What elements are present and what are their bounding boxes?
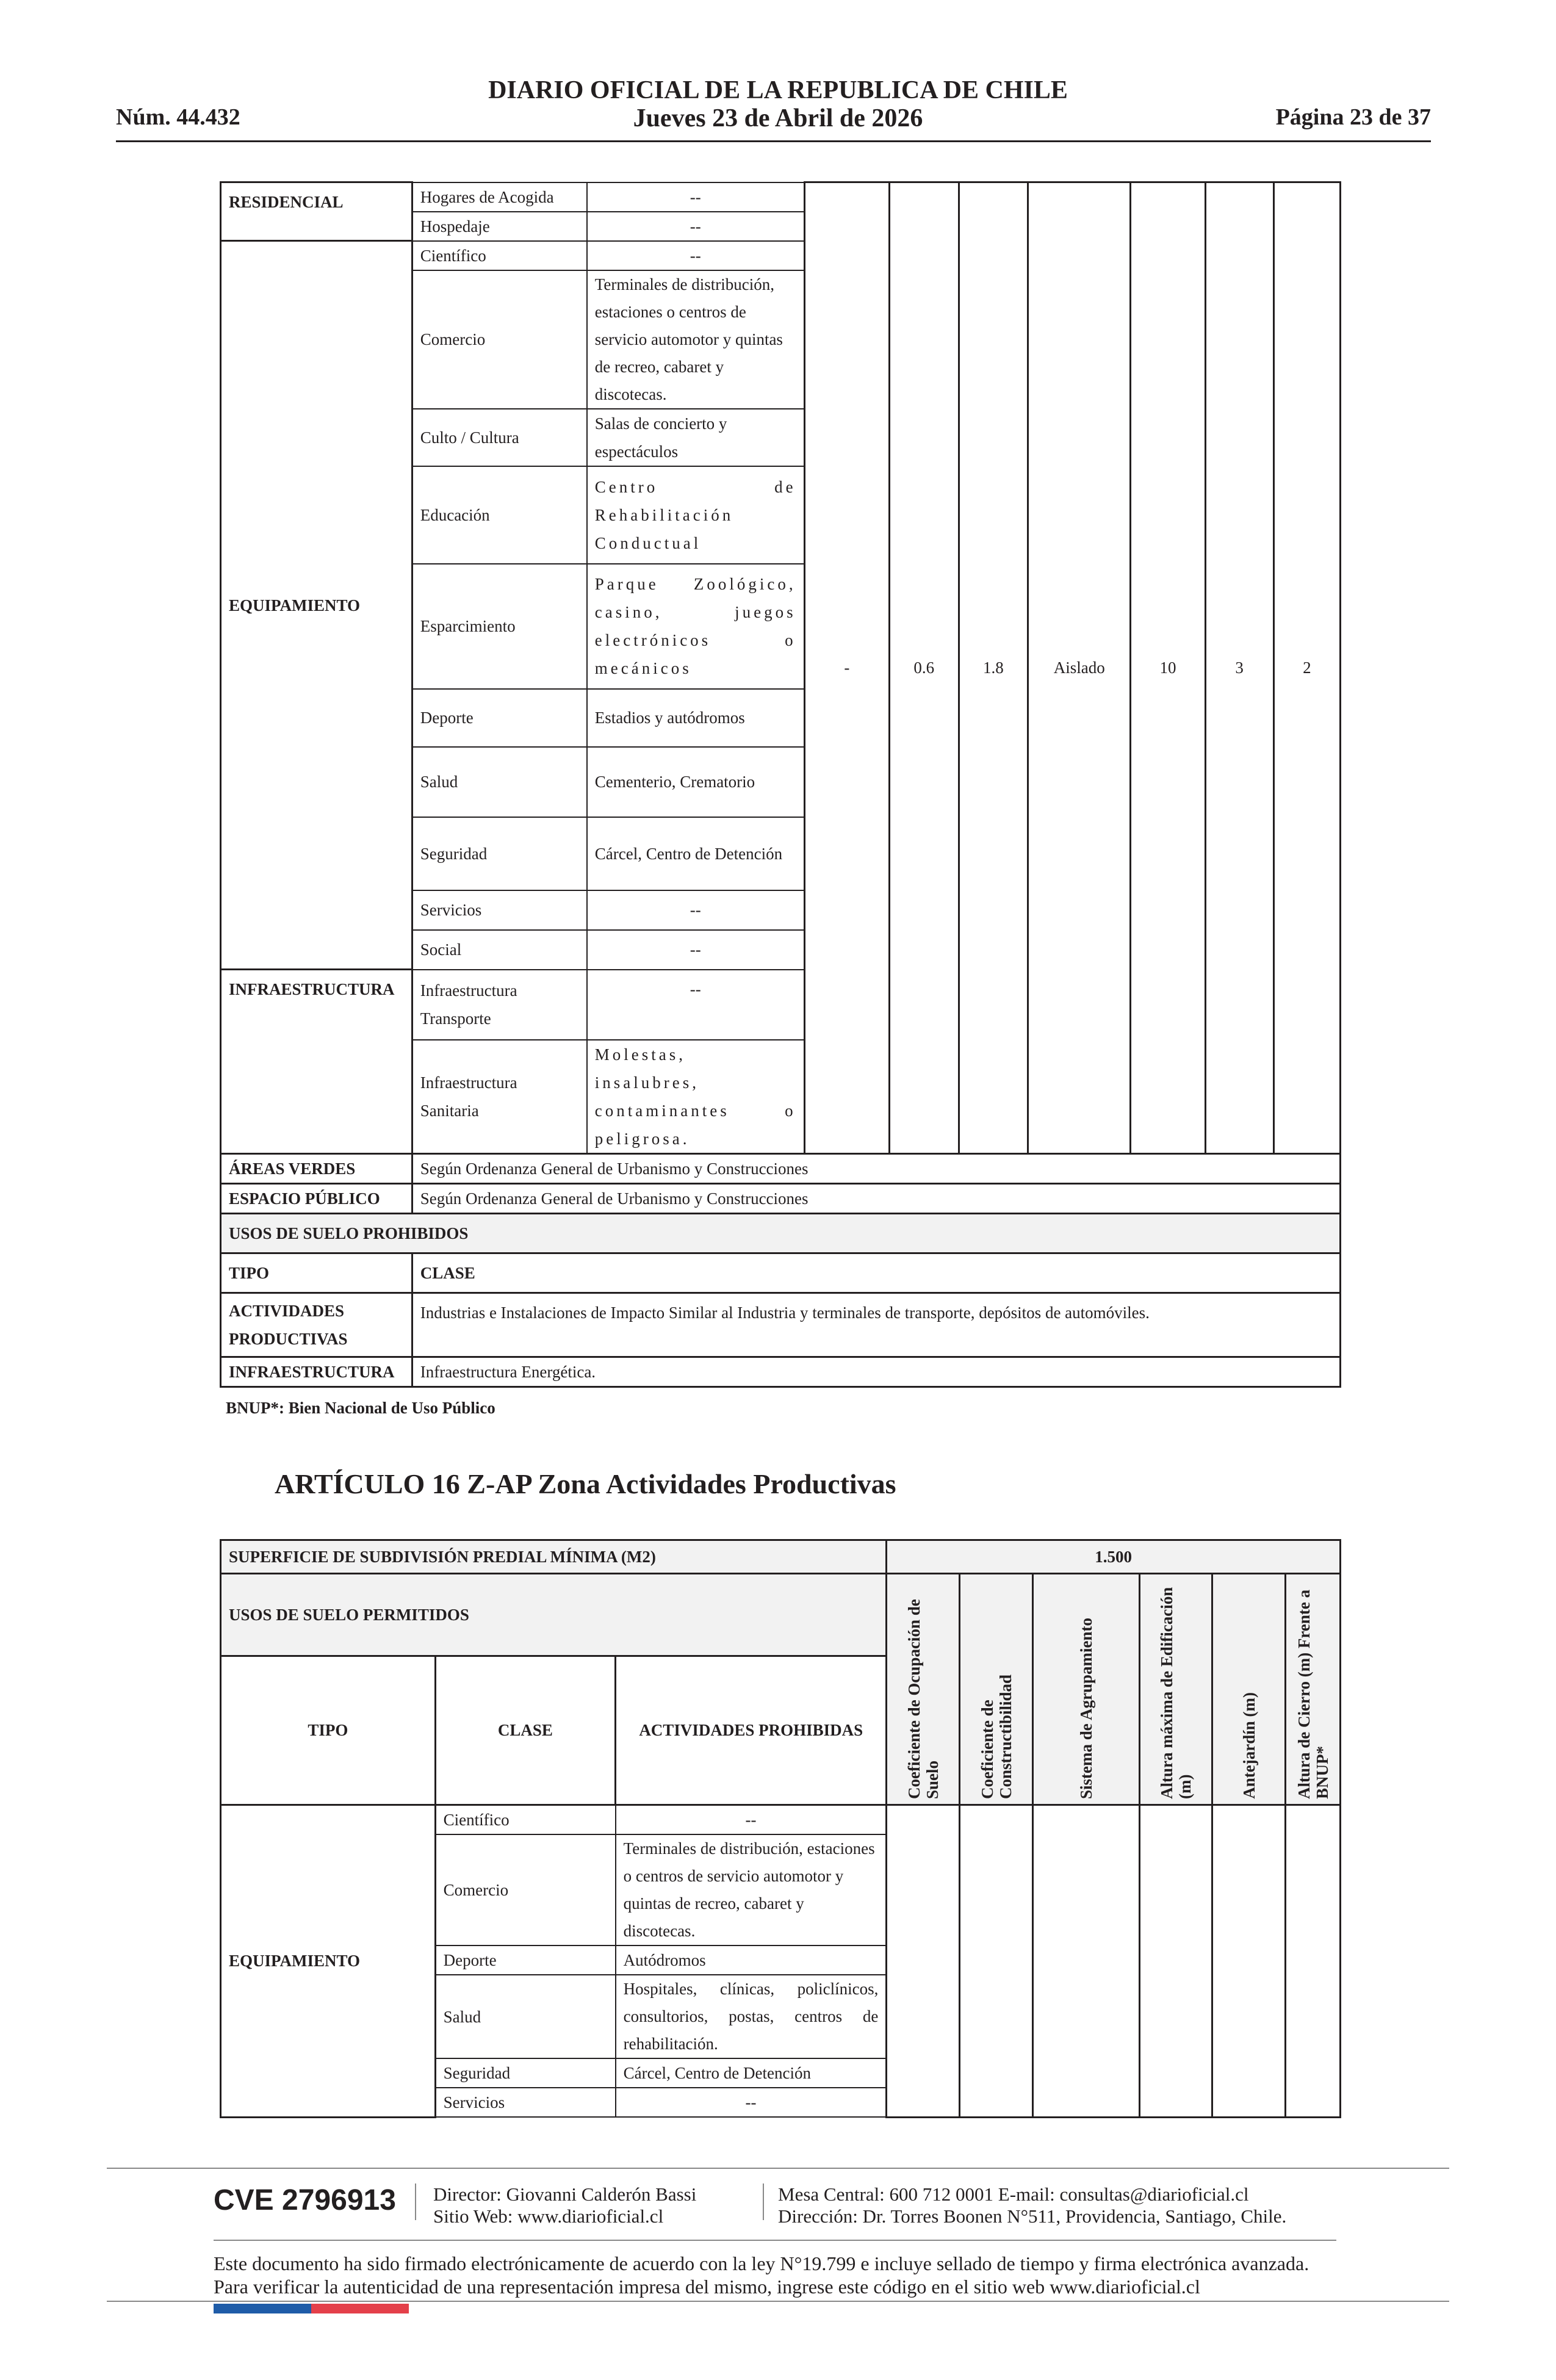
footer-separator xyxy=(763,2183,764,2220)
signature-note: Este documento ha sido firmado electrónicamente de acuerdo con la ley N°19.799 e incluye sellado de tiempo y firma electrónica avanzada. Para verificar la autenticidad de una representación impresa del mismo, ingrese este código en el sitio web www.diarioficial.cl xyxy=(214,2252,1309,2298)
header-divider xyxy=(116,140,1431,142)
masthead xyxy=(427,76,1129,132)
footer-divider xyxy=(214,2240,1336,2241)
actividad-cell: -- xyxy=(587,212,804,241)
footer-divider xyxy=(107,2168,1449,2169)
clase-cell: Salud xyxy=(412,747,587,817)
actividad-cell: Molestas, insalubres, contaminantes o peligrosa. xyxy=(587,1040,804,1154)
footer-director-block xyxy=(433,2183,696,2227)
actividad-cell: Estadios y autódromos xyxy=(587,689,804,747)
actividades-productivas-text: Industrias e Instalaciones de Impacto Similar al Industria y terminales de transporte, depósitos de automóviles. xyxy=(412,1293,1340,1357)
phone-email: Mesa Central: 600 712 0001 E-mail: consultas@diarioficial.cl xyxy=(778,2183,1249,2205)
actividad-cell: Centro de Rehabilitación Conductual xyxy=(587,466,804,564)
zoning-table-previous xyxy=(220,181,1341,1388)
clase-cell: Hogares de Acogida xyxy=(412,182,587,212)
tipo-equipamiento: EQUIPAMIENTO xyxy=(221,241,412,970)
areas-verdes-label: ÁREAS VERDES xyxy=(221,1153,412,1183)
vheader-text: Antejardín (m) xyxy=(1239,1692,1258,1799)
clase-cell: Educación xyxy=(412,466,587,564)
value-cell: 10 xyxy=(1131,182,1205,1154)
value-cell: 2 xyxy=(1273,182,1340,1154)
vheader-cell xyxy=(960,1574,1033,1805)
actividad-cell: Cárcel, Centro de Detención xyxy=(616,2058,887,2088)
actividad-cell: -- xyxy=(587,182,804,212)
issue-number: Núm. 44.432 xyxy=(116,104,240,130)
vheader-text: Altura de Cierro (m) Frente a BNUP* xyxy=(1294,1589,1331,1799)
usos-permitidos-label: USOS DE SUELO PERMITIDOS xyxy=(221,1574,887,1656)
value-cell xyxy=(887,1805,960,2118)
clase-header: CLASE xyxy=(412,1253,1340,1293)
bnup-note: BNUP*: Bien Nacional de Uso Público xyxy=(226,1399,495,1417)
actividades-productivas-label: ACTIVIDADES PRODUCTIVAS xyxy=(221,1293,412,1357)
vheader-cell xyxy=(1032,1574,1139,1805)
clase-cell: Esparcimiento xyxy=(412,564,587,689)
vheader-text: Altura máxima de Edificación (m) xyxy=(1157,1587,1194,1799)
vheader-text: Coeficiente de Constructibilidad xyxy=(978,1674,1015,1799)
publication-title: DIARIO OFICIAL DE LA REPUBLICA DE CHILE xyxy=(488,76,1068,104)
clase-cell: Deporte xyxy=(412,689,587,747)
clase-cell: Científico xyxy=(435,1805,615,1835)
footer-separator xyxy=(415,2183,416,2220)
actividad-cell: Parque Zoológico, casino, juegos electrónicos o mecánicos xyxy=(587,564,804,689)
actividad-cell: -- xyxy=(587,241,804,270)
col-tipo: TIPO xyxy=(221,1656,436,1805)
clase-cell: Culto / Cultura xyxy=(412,409,587,466)
actividad-cell: -- xyxy=(587,890,804,930)
vheader-cell xyxy=(887,1574,960,1805)
actividad-cell: Terminales de distribución, estaciones o centros de servicio automotor y quintas de recreo, cabaret y discotecas. xyxy=(616,1834,887,1945)
value-cell: - xyxy=(804,182,889,1154)
vheader-text: Sistema de Agrupamiento xyxy=(1076,1618,1095,1799)
value-cell: 1.8 xyxy=(959,182,1028,1154)
value-cell: 3 xyxy=(1205,182,1273,1154)
vheader-cell xyxy=(1139,1574,1212,1805)
value-cell: Aislado xyxy=(1028,182,1131,1154)
areas-verdes-text: Según Ordenanza General de Urbanismo y Construcciones xyxy=(412,1153,1340,1183)
clase-cell: Infraestructura Sanitaria xyxy=(412,1040,587,1154)
director-name: Director: Giovanni Calderón Bassi xyxy=(433,2183,697,2205)
actividad-cell: Cementerio, Crematorio xyxy=(587,747,804,817)
value-cell xyxy=(1139,1805,1212,2118)
actividad-cell: Salas de concierto y espectáculos xyxy=(587,409,804,466)
superficie-value: 1.500 xyxy=(887,1540,1341,1574)
website[interactable]: Sitio Web: www.diarioficial.cl xyxy=(433,2205,664,2227)
actividad-cell: -- xyxy=(616,1805,887,1835)
clase-cell: Científico xyxy=(412,241,587,270)
col-actividades: ACTIVIDADES PROHIBIDAS xyxy=(616,1656,887,1805)
actividad-cell: Terminales de distribución, estaciones o centros de servicio automotor y quintas de recreo, cabaret y discotecas. xyxy=(587,270,804,409)
actividad-cell: Cárcel, Centro de Detención xyxy=(587,817,804,890)
superficie-label: SUPERFICIE DE SUBDIVISIÓN PREDIAL MÍNIMA (M2) xyxy=(221,1540,887,1574)
clase-cell: Infraestructura Transporte xyxy=(412,970,587,1040)
publication-date: Jueves 23 de Abril de 2026 xyxy=(633,104,923,132)
actividad-cell: Autódromos xyxy=(616,1945,887,1975)
actividad-cell: -- xyxy=(616,2088,887,2117)
address: Dirección: Dr. Torres Boonen N°511, Providencia, Santiago, Chile. xyxy=(778,2205,1287,2227)
espacio-publico-label: ESPACIO PÚBLICO xyxy=(221,1183,412,1213)
value-cell: 0.6 xyxy=(890,182,959,1154)
col-clase: CLASE xyxy=(435,1656,615,1805)
value-cell xyxy=(1032,1805,1139,2118)
infraestructura-text: Infraestructura Energética. xyxy=(412,1357,1340,1387)
flag-bar-blue xyxy=(214,2304,311,2313)
clase-cell: Comercio xyxy=(435,1834,615,1945)
flag-bar-red xyxy=(311,2304,409,2313)
zoning-table-z-ap xyxy=(220,1539,1341,2118)
clase-cell: Deporte xyxy=(435,1945,615,1975)
value-cell xyxy=(960,1805,1033,2118)
infraestructura-label: INFRAESTRUCTURA xyxy=(221,1357,412,1387)
actividad-cell: Hospitales, clínicas, policlínicos, consultorios, postas, centros de rehabilitación. xyxy=(616,1975,887,2058)
article-title: ARTÍCULO 16 Z-AP Zona Actividades Productivas xyxy=(275,1468,896,1499)
tipo-infraestructura: INFRAESTRUCTURA xyxy=(221,970,412,1154)
clase-cell: Hospedaje xyxy=(412,212,587,241)
footer-divider xyxy=(107,2301,1449,2302)
vheader-cell xyxy=(1286,1574,1341,1805)
clase-cell: Servicios xyxy=(435,2088,615,2117)
espacio-publico-text: Según Ordenanza General de Urbanismo y Construcciones xyxy=(412,1183,1340,1213)
clase-cell: Seguridad xyxy=(435,2058,615,2088)
clase-cell: Servicios xyxy=(412,890,587,930)
clase-cell: Comercio xyxy=(412,270,587,409)
clase-cell: Salud xyxy=(435,1975,615,2058)
tipo-header: TIPO xyxy=(221,1253,412,1293)
value-cell xyxy=(1286,1805,1341,2118)
page-number: Página 23 de 37 xyxy=(1275,104,1431,130)
value-cell xyxy=(1212,1805,1286,2118)
actividad-cell: -- xyxy=(587,930,804,970)
vheader-cell xyxy=(1212,1574,1286,1805)
tipo-residencial: RESIDENCIAL xyxy=(221,182,412,241)
prohibidos-header: USOS DE SUELO PROHIBIDOS xyxy=(221,1213,1341,1253)
clase-cell: Seguridad xyxy=(412,817,587,890)
vheader-text: Coeficiente de Ocupación de Suelo xyxy=(904,1599,942,1799)
cve-code: CVE 2796913 xyxy=(214,2184,396,2216)
tipo-equipamiento: EQUIPAMIENTO xyxy=(221,1805,436,2118)
footer-contact-block xyxy=(778,2183,1286,2227)
clase-cell: Social xyxy=(412,930,587,970)
actividad-cell: -- xyxy=(587,970,804,1040)
